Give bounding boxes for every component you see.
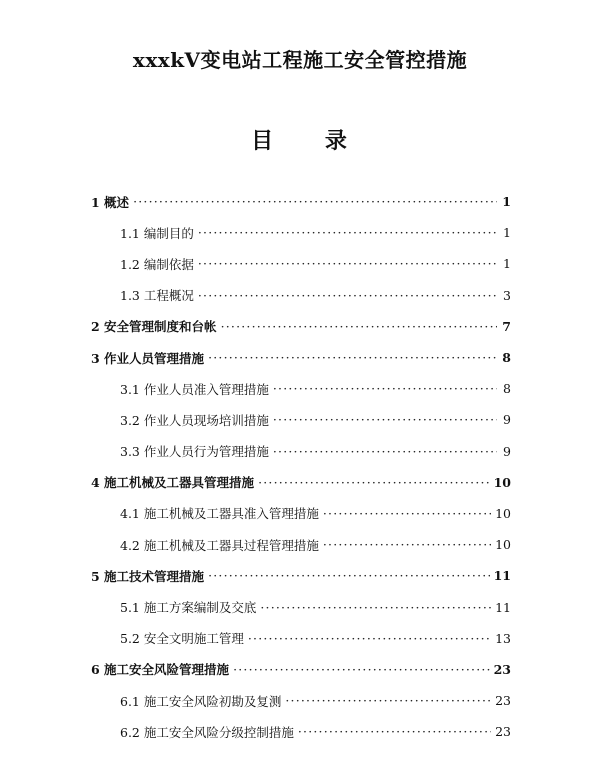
toc-entry-page: 10 — [495, 537, 511, 553]
dot-leader — [208, 350, 497, 365]
toc-entry-5-2[interactable] — [0, 623, 600, 654]
toc-entry-3-1[interactable] — [0, 373, 600, 404]
toc-entry-page: 11 — [495, 599, 511, 615]
toc-entry-3[interactable] — [0, 342, 600, 373]
toc-entry-4[interactable] — [0, 467, 600, 498]
dot-leader — [233, 662, 490, 677]
toc-entry-page: 23 — [495, 724, 511, 740]
toc-entry-page: 9 — [503, 443, 511, 459]
toc-entry-label: 6.1 施工安全风险初勘及复测 — [120, 693, 282, 709]
dot-leader — [221, 319, 497, 334]
dot-leader — [198, 256, 497, 271]
toc-entry-page: 8 — [503, 381, 511, 397]
toc-entry-label: 3 作业人员管理措施 — [91, 350, 205, 366]
toc-entry-page: 1 — [502, 194, 511, 210]
toc-entry-1[interactable] — [0, 186, 600, 217]
toc-entry-label: 3.1 作业人员准入管理措施 — [120, 381, 269, 397]
toc-entry-page: 10 — [493, 474, 511, 490]
dot-leader — [260, 600, 491, 615]
toc-entry-label: 4.2 施工机械及工器具过程管理措施 — [120, 537, 319, 553]
toc-heading: 目 录 — [251, 128, 349, 154]
dot-leader — [133, 194, 497, 209]
document-title: xxxkV变电站工程施工安全管控措施 — [132, 48, 468, 72]
dot-leader — [285, 693, 491, 708]
toc-entry-label: 5.2 安全文明施工管理 — [120, 631, 244, 647]
toc-entry-page: 9 — [503, 412, 511, 428]
toc-entry-page: 13 — [495, 630, 511, 646]
toc-entry-label: 1.3 工程概况 — [120, 288, 194, 304]
dot-leader — [198, 288, 497, 303]
dot-leader — [258, 475, 490, 490]
dot-leader — [323, 506, 491, 521]
toc-entry-page: 1 — [503, 256, 511, 272]
toc-entry-label: 1.1 编制目的 — [120, 225, 194, 241]
toc-entry-label: 4 施工机械及工器具管理措施 — [91, 475, 255, 491]
toc-entry-label: 4.1 施工机械及工器具准入管理措施 — [120, 506, 319, 522]
dot-leader — [198, 225, 497, 240]
dot-leader — [273, 381, 497, 396]
toc-entry-3-3[interactable] — [0, 436, 600, 467]
toc-entry-5[interactable] — [0, 560, 600, 591]
toc-entry-6-1[interactable] — [0, 685, 600, 716]
toc-entry-page: 23 — [495, 693, 511, 709]
toc-entry-1-2[interactable] — [0, 248, 600, 279]
toc-entry-label: 5 施工技术管理措施 — [91, 568, 205, 584]
toc-entry-page: 8 — [502, 350, 511, 366]
toc-entry-page: 11 — [493, 568, 511, 584]
toc-entry-label: 6 施工安全风险管理措施 — [91, 662, 230, 678]
toc-entry-4-1[interactable] — [0, 498, 600, 529]
dot-leader — [273, 444, 497, 459]
dot-leader — [208, 568, 490, 583]
toc-entry-5-1[interactable] — [0, 591, 600, 622]
toc-entry-label: 6.2 施工安全风险分级控制措施 — [120, 724, 294, 740]
toc-entry-page: 1 — [503, 225, 511, 241]
toc-entry-page: 10 — [495, 505, 511, 521]
toc-entry-label: 1.2 编制依据 — [120, 256, 194, 272]
table-of-contents — [0, 186, 600, 747]
toc-entry-4-2[interactable] — [0, 529, 600, 560]
toc-entry-1-3[interactable] — [0, 280, 600, 311]
toc-entry-page: 23 — [493, 661, 511, 677]
dot-leader — [248, 631, 491, 646]
toc-entry-page: 7 — [502, 318, 511, 334]
toc-entry-6-2[interactable] — [0, 716, 600, 747]
toc-entry-label: 3.2 作业人员现场培训措施 — [120, 412, 269, 428]
dot-leader — [323, 537, 491, 552]
toc-entry-3-2[interactable] — [0, 404, 600, 435]
toc-entry-label: 3.3 作业人员行为管理措施 — [120, 444, 269, 460]
dot-leader — [273, 412, 497, 427]
toc-entry-1-1[interactable] — [0, 217, 600, 248]
toc-entry-label: 1 概述 — [91, 194, 130, 210]
toc-entry-label: 2 安全管理制度和台帐 — [91, 319, 217, 335]
toc-entry-page: 3 — [503, 287, 511, 303]
toc-entry-6[interactable] — [0, 654, 600, 685]
toc-entry-label: 5.1 施工方案编制及交底 — [120, 600, 257, 616]
dot-leader — [298, 724, 491, 739]
toc-entry-2[interactable] — [0, 311, 600, 342]
